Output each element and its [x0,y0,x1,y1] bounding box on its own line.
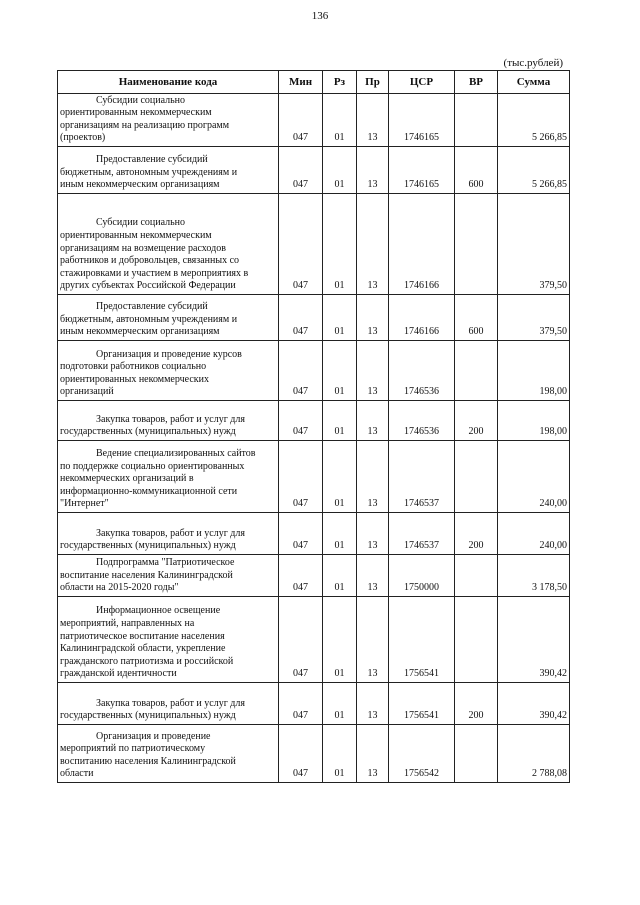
table-row [58,94,570,147]
row-vr: 600 [455,295,498,341]
row-name-line: Закупка товаров, работ и услуг для [96,527,245,539]
row-rz: 01 [323,147,357,194]
table-row [58,401,570,441]
row-min: 047 [279,555,323,597]
table-row [58,341,570,401]
row-csr: 1746165 [389,94,455,147]
row-pr: 13 [357,401,389,441]
row-sum: 379,50 [498,194,570,295]
row-csr: 1746166 [389,194,455,295]
row-sum: 5 266,85 [498,94,570,147]
row-name-line: стажировками и участием в мероприятиях в [60,267,249,279]
table-row [58,597,570,683]
row-rz: 01 [323,401,357,441]
row-sum: 390,42 [498,683,570,725]
row-vr [455,441,498,513]
row-rz: 01 [323,725,357,783]
row-sum: 379,50 [498,295,570,341]
table-row [58,725,570,783]
row-sum: 390,42 [498,597,570,683]
row-name-line: организациям на возмещение расходов [60,242,226,254]
row-rz: 01 [323,513,357,555]
row-name-line: гражданского патриотизма и российской [60,655,234,667]
row-name-line: Калининградской области, укрепление [60,643,226,655]
row-pr: 13 [357,295,389,341]
row-min: 047 [279,341,323,401]
row-sum: 3 178,50 [498,555,570,597]
row-name-line: бюджетным, автономным учреждениям и [60,166,238,178]
row-name-line: государственных (муниципальных) нужд [60,710,236,722]
row-vr [455,94,498,147]
row-name-line: ориентированным некоммерческим [60,107,212,119]
row-rz: 01 [323,555,357,597]
row-name [58,401,279,441]
row-min: 047 [279,441,323,513]
row-pr: 13 [357,683,389,725]
row-min: 047 [279,94,323,147]
row-vr: 200 [455,401,498,441]
row-sum: 5 266,85 [498,147,570,194]
row-name-line: Предоставление субсидий [96,301,208,313]
row-name [58,94,279,147]
row-name-line: Предоставление субсидий [96,154,208,166]
row-sum: 198,00 [498,341,570,401]
row-pr: 13 [357,194,389,295]
table-row [58,147,570,194]
row-min: 047 [279,683,323,725]
row-name-line: ориентированных некоммерческих [60,373,209,385]
row-name [58,513,279,555]
row-name-line: подготовки работников социально [60,361,207,373]
row-name-line: воспитание населения Калининградской [60,569,233,581]
header-min: Мин [279,71,323,94]
table-row [58,555,570,597]
row-min: 047 [279,513,323,555]
row-csr: 1756541 [389,597,455,683]
row-rz: 01 [323,94,357,147]
row-name-line: "Интернет" [60,498,109,510]
row-name-line: работников и добровольцев, связанных со [60,255,240,267]
row-sum: 240,00 [498,441,570,513]
row-name-line: Закупка товаров, работ и услуг для [96,697,245,709]
row-csr: 1746537 [389,441,455,513]
row-pr: 13 [357,513,389,555]
row-vr: 600 [455,147,498,194]
row-vr [455,555,498,597]
row-pr: 13 [357,555,389,597]
row-rz: 01 [323,341,357,401]
row-min: 047 [279,295,323,341]
row-sum: 240,00 [498,513,570,555]
row-name-line: Субсидии социально [96,217,186,229]
row-min: 047 [279,194,323,295]
row-csr: 1756541 [389,683,455,725]
row-name-line: Субсидии социально [96,94,186,106]
row-rz: 01 [323,295,357,341]
row-csr: 1746536 [389,401,455,441]
table-row [58,513,570,555]
row-name-line: мероприятий, направленных на [60,618,195,630]
row-name-line: патриотическое воспитание населения [60,630,225,642]
row-name-line: Организация и проведение [96,730,211,742]
row-pr: 13 [357,341,389,401]
table-row [58,194,570,295]
row-name-line: области [60,768,94,780]
header-pr: Пр [357,71,389,94]
row-sum: 198,00 [498,401,570,441]
row-vr: 200 [455,683,498,725]
row-name-line: Информационное освещение [96,605,221,617]
row-name-line: государственных (муниципальных) нужд [60,426,236,438]
row-pr: 13 [357,725,389,783]
row-vr [455,194,498,295]
row-name [58,555,279,597]
row-vr [455,597,498,683]
row-name [58,441,279,513]
row-name-line: (проектов) [60,132,106,144]
row-name [58,295,279,341]
row-sum: 2 788,08 [498,725,570,783]
header-vr: ВР [455,71,498,94]
row-vr [455,725,498,783]
header-name: Наименование кода [58,71,279,94]
row-min: 047 [279,597,323,683]
row-name [58,147,279,194]
row-name [58,194,279,295]
row-name-line: некоммерческих организаций в [60,473,194,485]
row-name-line: Подпрограмма "Патриотическое [96,557,235,569]
header-csr: ЦСР [389,71,455,94]
page-number: 136 [311,10,329,22]
row-name-line: мероприятий по патриотическому [60,743,206,755]
row-name [58,725,279,783]
row-name-line: иным некоммерческим организациям [60,326,220,338]
row-name-line: организациям на реализацию программ [60,119,230,131]
row-name-line: Закупка товаров, работ и услуг для [96,413,245,425]
row-name-line: организаций [60,386,114,398]
table-header-row [58,71,570,94]
row-name-line: Организация и проведение курсов [96,348,242,360]
budget-table [57,70,570,783]
row-vr: 200 [455,513,498,555]
row-rz: 01 [323,683,357,725]
table-row [58,683,570,725]
row-rz: 01 [323,441,357,513]
units-label: (тыс.рублей) [503,57,563,69]
row-name-line: гражданской идентичности [60,668,177,680]
row-pr: 13 [357,147,389,194]
row-name-line: бюджетным, автономным учреждениям и [60,313,238,325]
row-name [58,341,279,401]
row-min: 047 [279,401,323,441]
row-name-line: информационно-коммуникационной сети [60,485,238,497]
row-csr: 1746165 [389,147,455,194]
row-min: 047 [279,147,323,194]
row-csr: 1746166 [389,295,455,341]
table-row [58,441,570,513]
row-rz: 01 [323,194,357,295]
row-name [58,597,279,683]
row-name-line: воспитанию населения Калининградской [60,755,236,767]
row-rz: 01 [323,597,357,683]
table-row [58,295,570,341]
row-name-line: иным некоммерческим организациям [60,179,220,191]
row-min: 047 [279,725,323,783]
row-pr: 13 [357,441,389,513]
table-body [58,94,570,783]
row-vr [455,341,498,401]
row-pr: 13 [357,597,389,683]
header-sum: Сумма [498,71,570,94]
row-name-line: ориентированным некоммерческим [60,230,212,242]
row-name-line: Ведение специализированных сайтов [96,448,256,460]
row-csr: 1750000 [389,555,455,597]
row-pr: 13 [357,94,389,147]
row-csr: 1746537 [389,513,455,555]
row-name-line: области на 2015-2020 годы" [60,582,179,594]
row-csr: 1746536 [389,341,455,401]
row-csr: 1756542 [389,725,455,783]
header-rz: Рз [323,71,357,94]
row-name [58,683,279,725]
row-name-line: государственных (муниципальных) нужд [60,540,236,552]
row-name-line: других субъектах Российской Федерации [60,280,236,292]
row-name-line: по поддержке социально ориентированных [60,460,245,472]
